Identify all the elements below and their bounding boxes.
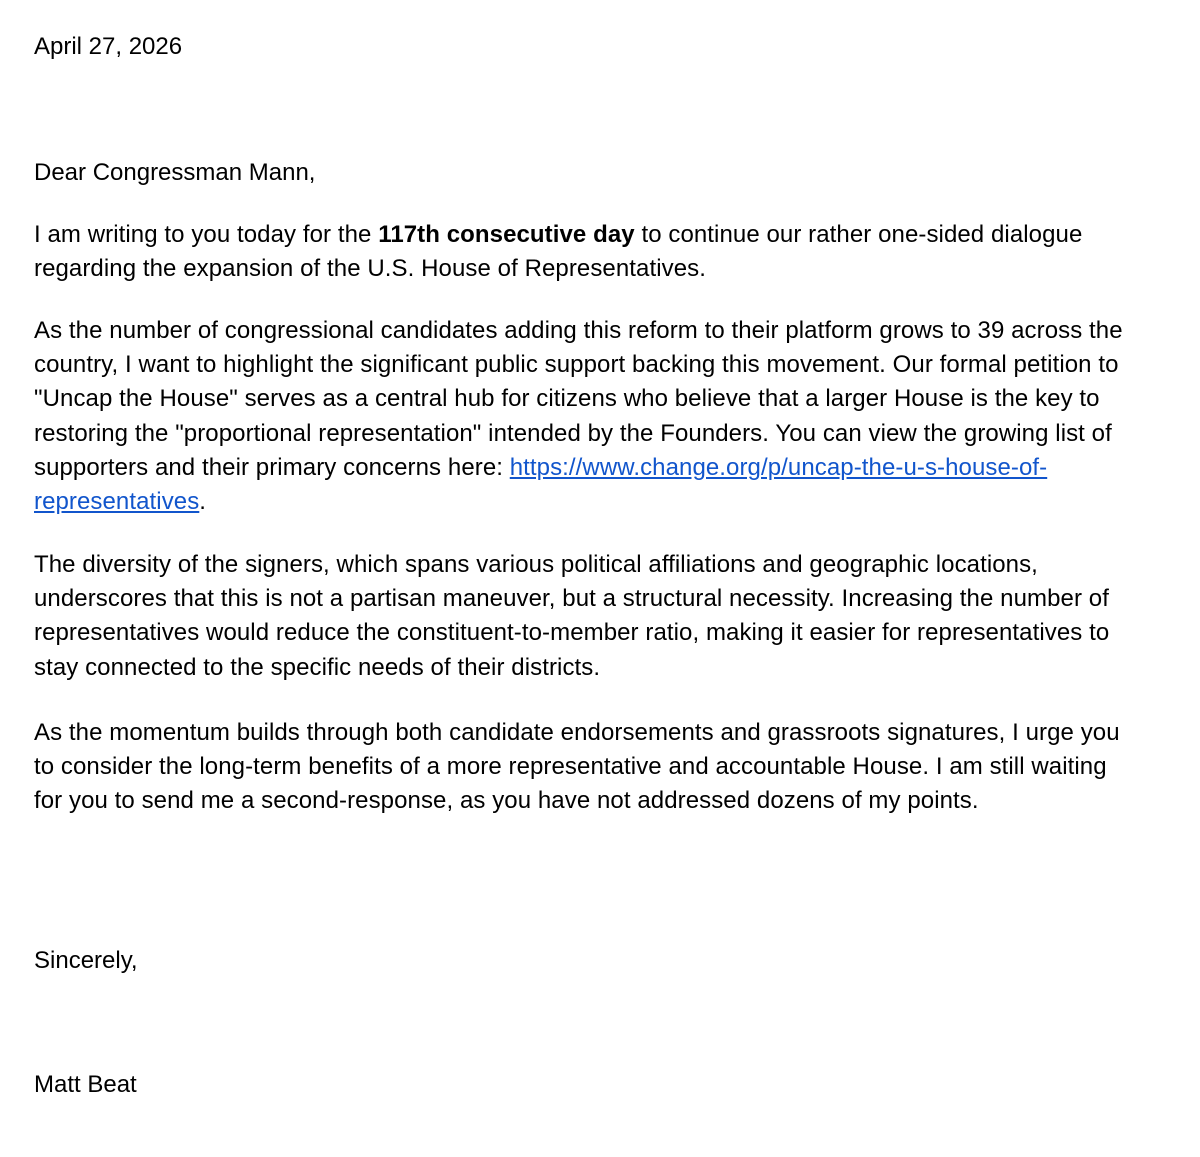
paragraph-2-text: As the number of congressional candidates adding this reform to their platform grows to 39 across the country, I want to highlight the significant public support backing this movement. Our formal petition to "Uncap the House" serves as a central hub for citizens who believe that a larger House is the key to restoring the "proportional representation" intended by the Founders. You can view the growing list of supporters and their primary concerns here: xyxy=(34,317,1123,481)
closing: Sincerely, xyxy=(34,947,138,974)
paragraph-2 xyxy=(34,314,1134,519)
salutation: Dear Congressman Mann, xyxy=(34,159,316,186)
consecutive-day-count: 117th consecutive day xyxy=(378,221,635,248)
paragraph-1-intro: I am writing to you today for the xyxy=(34,221,379,248)
paragraph-2-end: . xyxy=(199,488,207,516)
letter-date: April 27, 2026 xyxy=(34,33,183,60)
paragraph-4: As the momentum builds through both candidate endorsements and grassroots signatures, I urge you to consider the long-term benefits of a more representative and accountable House. I am still waiting for you to send me a second-response, as you have not addressed dozens of my points. xyxy=(34,719,1120,815)
paragraph-1-rest: to continue our rather one-sided dialogue regarding the expansion of the U.S. House of Representatives. xyxy=(34,221,1083,283)
signature: Matt Beat xyxy=(34,1071,137,1098)
paragraph-3: The diversity of the signers, which spans various political affiliations and geographic locations, underscores that this is not a partisan maneuver, but a structural necessity. Increasing the number of representatives would reduce the constituent-to-member ratio, making it easier for representatives to stay connected to the specific needs of their districts. xyxy=(34,551,1110,681)
petition-link[interactable]: https://www.change.org/p/uncap-the-u-s-house-of-representatives xyxy=(34,453,1048,516)
paragraph-1 xyxy=(34,218,1134,286)
